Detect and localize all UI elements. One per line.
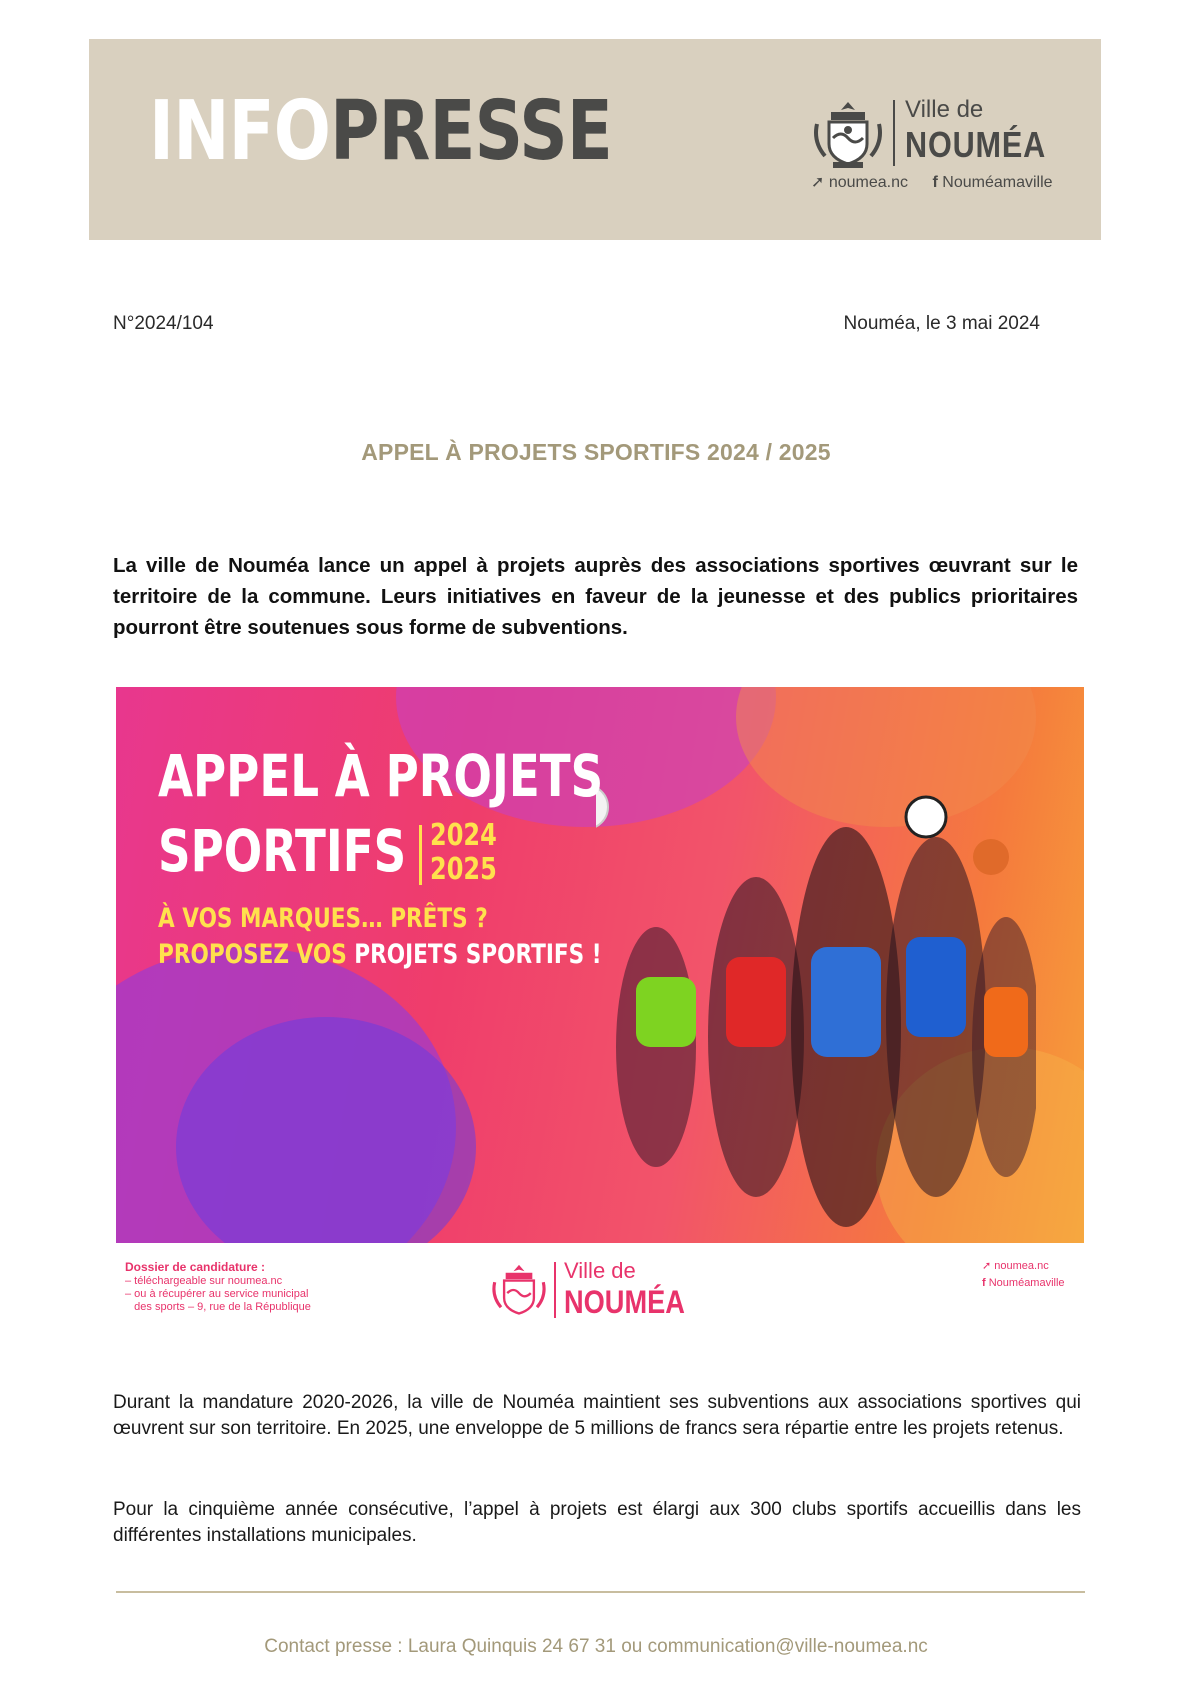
poster-links	[982, 1258, 1065, 1292]
press-release-number: N°2024/104	[113, 313, 214, 334]
poster-dossier-info: Dossier de candidature : – téléchargeable sur noumea.nc – ou à récupérer au service municipal des sports – 9, rue de la République	[125, 1260, 311, 1313]
infopresse-wordmark	[149, 84, 612, 179]
poster-tagline-2: PROPOSEZ VOS PROJETS SPORTIFS !	[158, 939, 602, 970]
footer-divider	[116, 1591, 1085, 1593]
city-crest-icon	[490, 1260, 548, 1320]
facebook-icon: f	[982, 1277, 986, 1289]
athletes-illustration	[596, 787, 1036, 1237]
logo-noumea: NOUMÉA	[905, 124, 1047, 165]
body-paragraph-1: Durant la mandature 2020-2026, la ville de Nouméa maintient ses subventions aux associations sportives qui œuvrent sur son territoire. En 2025, une enveloppe de 5 millions de francs sera répartie entre les projets retenus.	[113, 1392, 1081, 1439]
press-contact: Contact presse : Laura Quinquis 24 67 31 ou communication@ville-noumea.nc	[264, 1636, 928, 1657]
poster-site-link[interactable]: ➚ noumea.nc	[982, 1260, 1049, 1272]
body-paragraph-2: Pour la cinquième année consécutive, l’appel à projets est élargi aux 300 clubs sportifs accueillis dans les différentes installations municipales.	[113, 1499, 1081, 1546]
poster-headline-1: APPEL À PROJETS	[158, 742, 604, 810]
poster-headline-2: SPORTIFS	[158, 817, 407, 885]
logo-links	[811, 172, 1073, 192]
poster-years: 2024 2025	[430, 818, 497, 887]
facebook-link[interactable]: f Nouméamaville	[932, 174, 1053, 191]
city-crest-icon	[811, 98, 885, 170]
facebook-icon: f	[932, 174, 938, 191]
campaign-poster	[116, 687, 1084, 1247]
lead-paragraph: La ville de Nouméa lance un appel à projets auprès des associations sportives œuvrant sur le territoire de la commune. Leurs initiatives en faveur de la jeunesse et des publics prioritaires pourront être soutenues sous forme de subventions.	[113, 554, 1078, 639]
poster-facebook-link[interactable]: f Nouméamaville	[982, 1277, 1065, 1289]
noumea-logo	[811, 94, 1053, 191]
logo-ville: Ville de	[905, 96, 984, 123]
wordmark-info: INFO	[149, 84, 331, 179]
site-link[interactable]: ➚ noumea.nc	[811, 174, 909, 191]
wordmark-presse: PRESSE	[330, 84, 612, 179]
poster-noumea-logo: Ville de NOUMÉA	[490, 1258, 720, 1326]
press-release-date: Nouméa, le 3 mai 2024	[843, 313, 1040, 334]
poster-artwork	[116, 687, 1084, 1243]
page-title: APPEL À PROJETS SPORTIFS 2024 / 2025	[361, 439, 831, 465]
header-banner	[89, 39, 1101, 240]
poster-tagline-1: À VOS MARQUES… PRÊTS ?	[158, 903, 488, 934]
